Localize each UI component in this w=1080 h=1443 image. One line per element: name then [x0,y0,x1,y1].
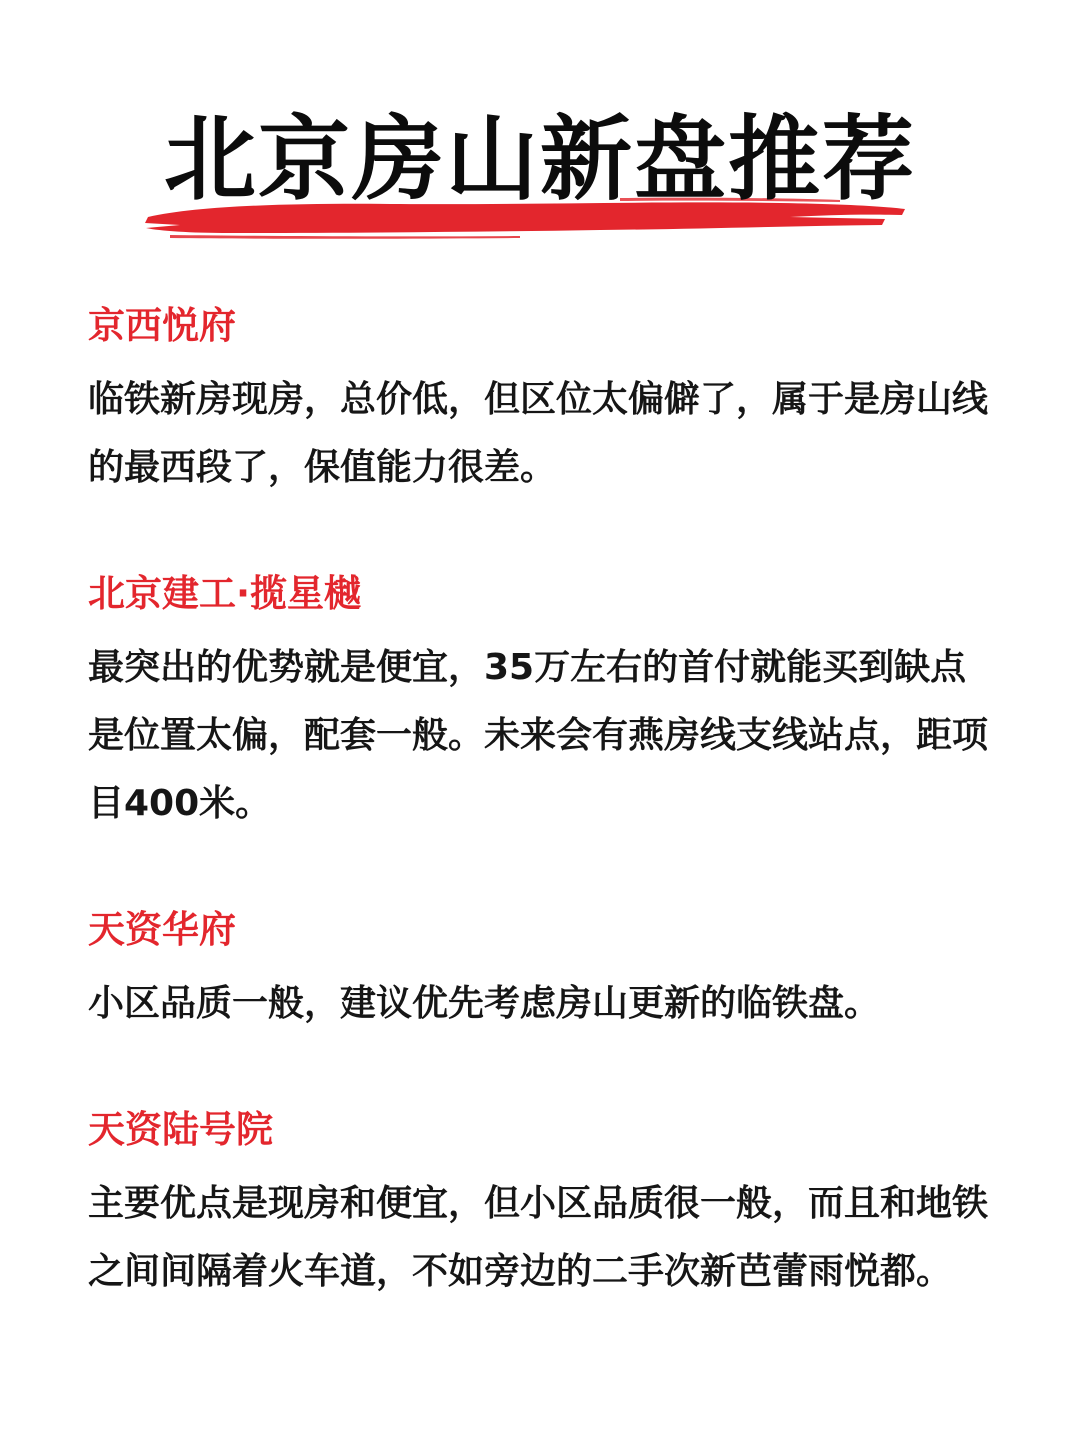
item-title: 天资华府 [88,908,236,951]
list-item [88,904,998,1038]
list-item [88,568,998,838]
list-item [88,300,998,502]
item-body: 小区品质一般，建议优先考虑房山更新的临铁盘。 [88,983,881,1024]
item-title: 天资陆号院 [88,1108,273,1151]
item-title: 北京建工·揽星樾 [88,572,362,615]
page-title: 北京房山新盘推荐 [163,106,916,213]
item-body: 临铁新房现房，总价低，但区位太偏僻了，属于是房山线的最西段了，保值能力很差。 [88,379,989,488]
title-block [0,100,1080,250]
item-body: 主要优点是现房和便宜，但小区品质很一般，而且和地铁之间间隔着火车道，不如旁边的二手次新芭蕾雨悦都。 [88,1183,989,1292]
item-title: 京西悦府 [88,304,236,347]
listing-list [88,300,998,1372]
item-body: 最突出的优势就是便宜，35万左右的首付就能买到缺点是位置太偏，配套一般。未来会有燕房线支线站点，距项目400米。 [88,647,989,824]
list-item [88,1104,998,1306]
